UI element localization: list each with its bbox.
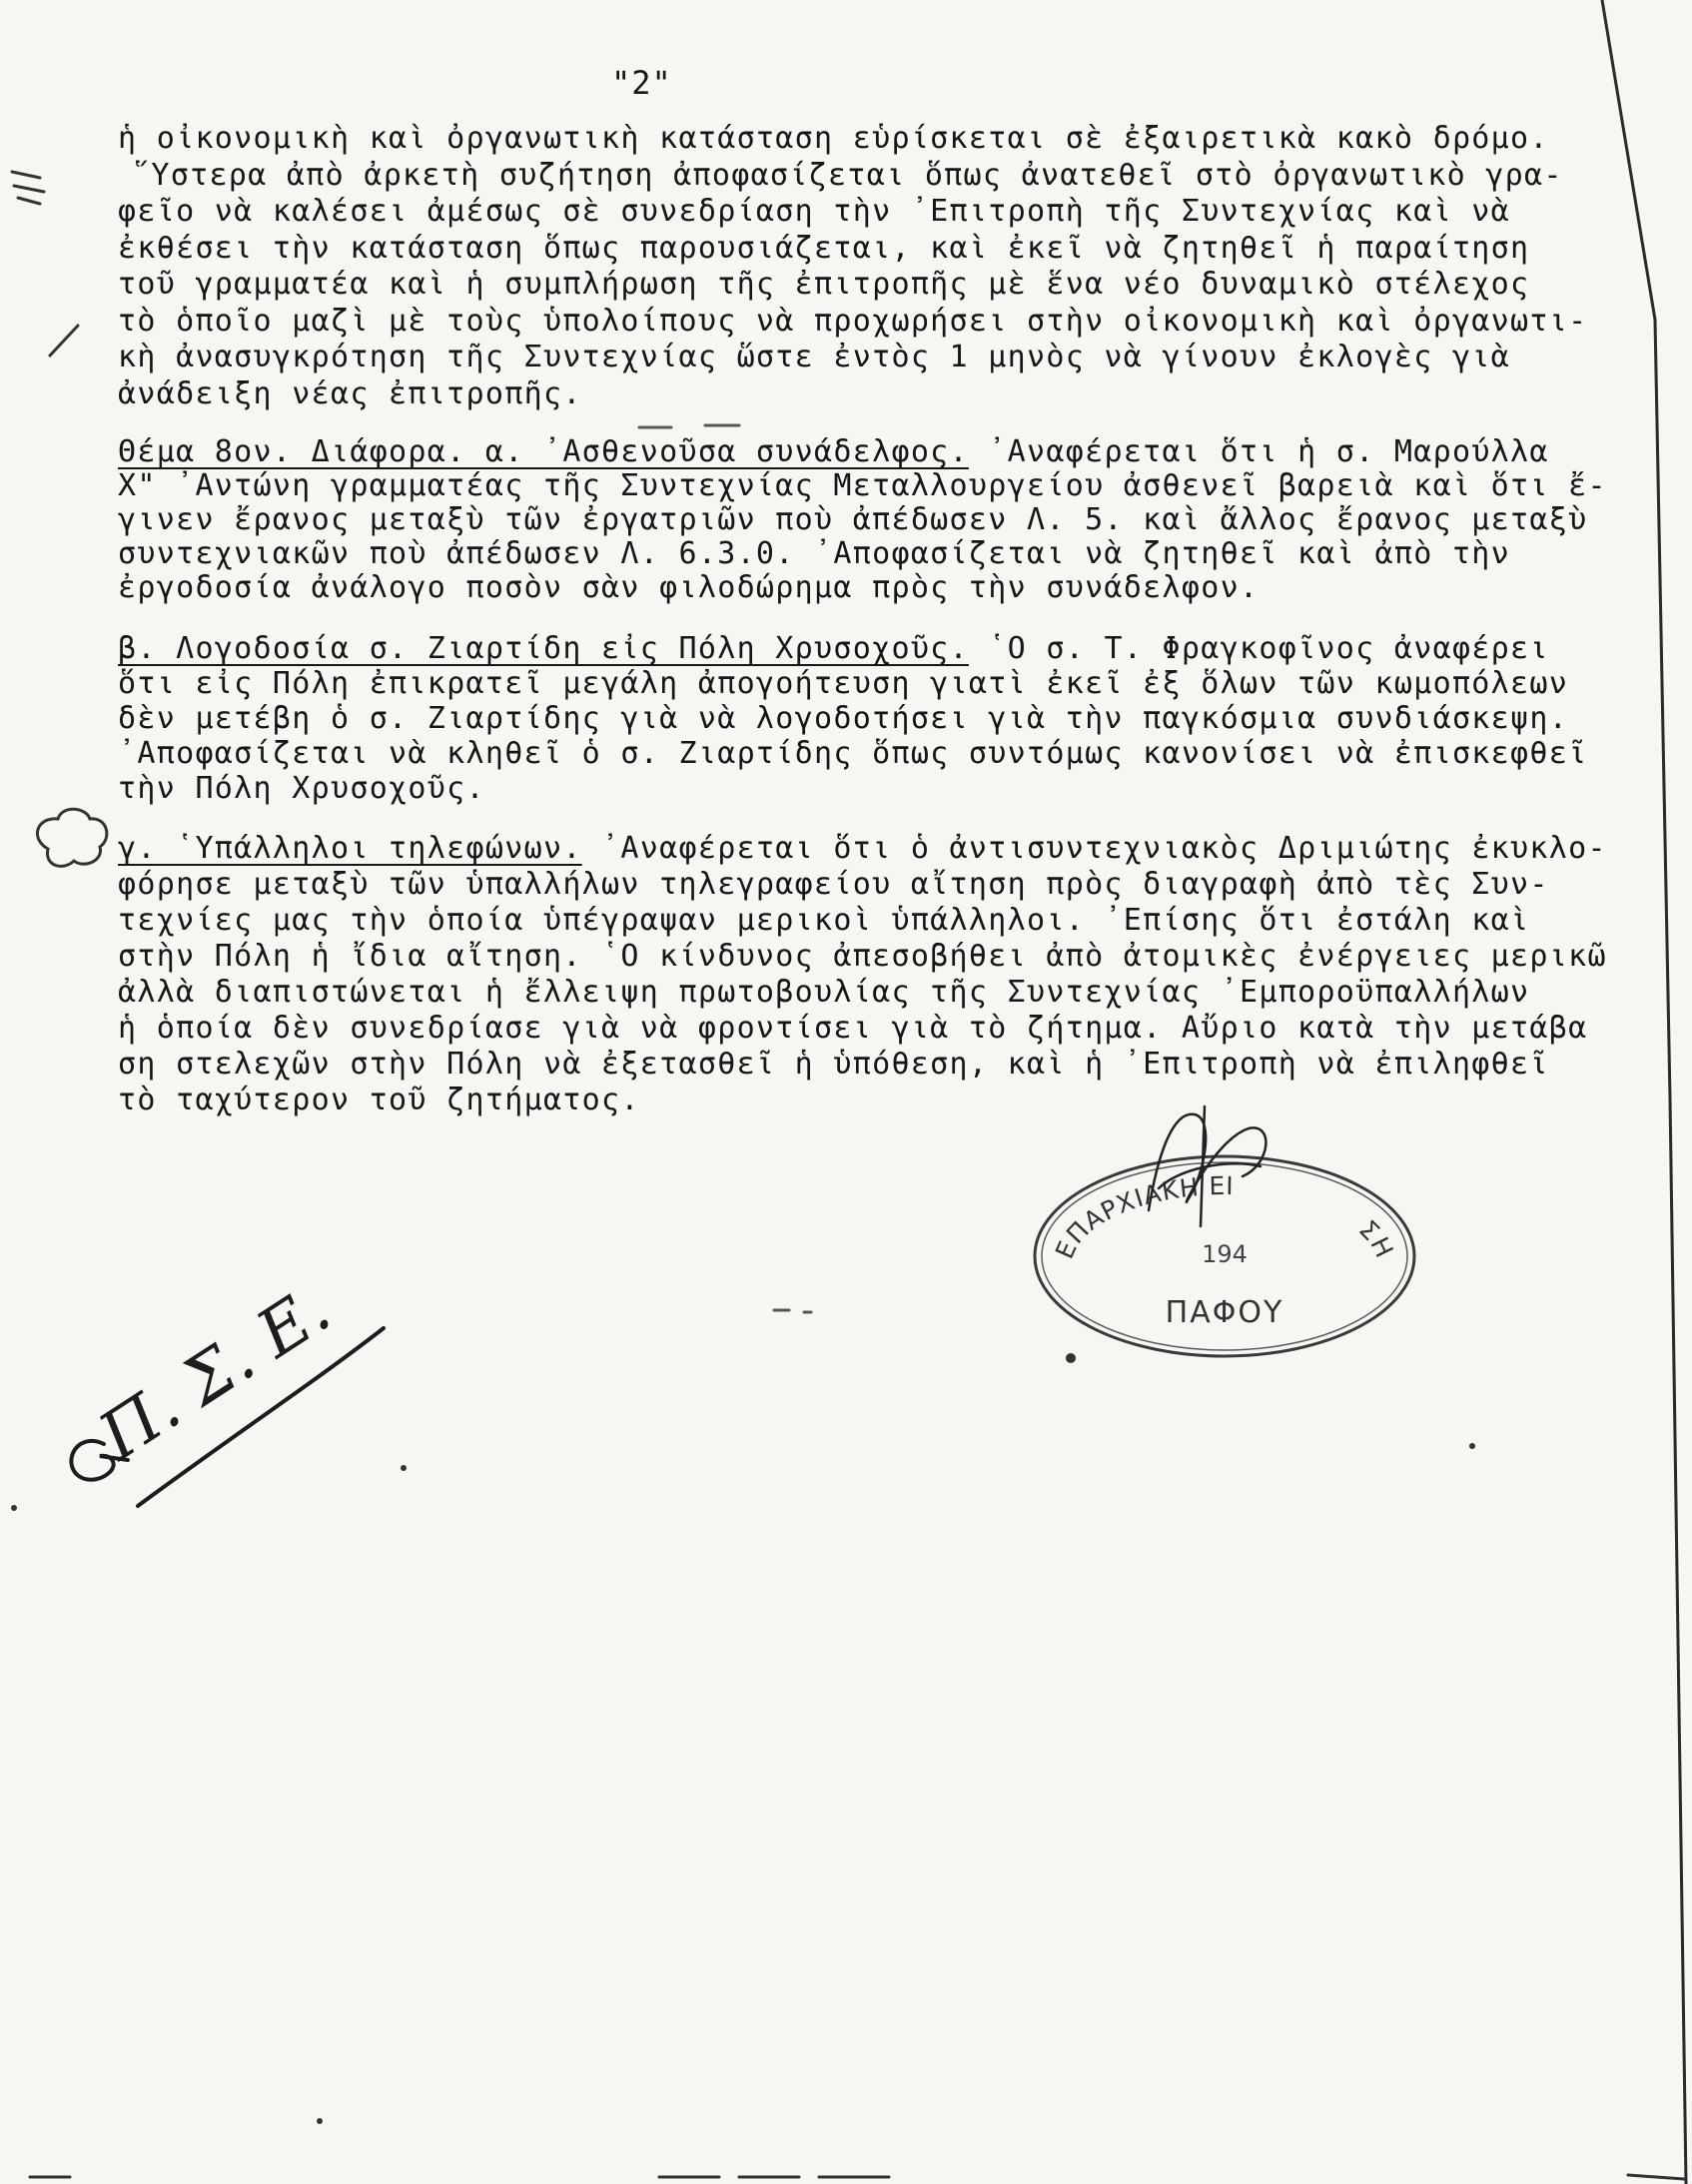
text-line: ση στελεχῶν στὴν Πόλη νὰ ἐξετασθεῖ ἡ ὑπόθεση, καὶ ἡ ᾽Επιτροπὴ νὰ ἐπιληφθεῖ	[118, 1047, 1549, 1082]
stamp-right-text	[1353, 1214, 1399, 1262]
page-number: "2"	[611, 64, 672, 102]
paragraph-item-a	[118, 435, 1607, 605]
text-line: ἀλλὰ διαπιστώνεται ἡ ἔλλειψη πρωτοβουλίας τῆς Συντεχνίας ᾽Εμποροϋπαλλήλων	[118, 975, 1530, 1010]
margin-marks	[12, 172, 107, 866]
text-line: τὴν Πόλη Χρυσοχοῦς.	[118, 771, 485, 806]
text-line: φόρησε μεταξὺ τῶν ὑπαλλήλων τηλεγραφείου αἴτηση πρὸς διαγραφὴ ἀπὸ τὲς Συν-	[118, 867, 1549, 902]
item-a-heading: Θέμα 8ον. Διάφορα. α. ᾽Ασθενοῦσα συνάδελφος.	[118, 434, 969, 469]
text-line: τεχνίες μας τὴν ὁποία ὑπέγραψαν μερικοὶ ὑπάλληλοι. ᾽Επίσης ὅτι ἐστάλη καὶ	[118, 903, 1530, 938]
speck	[11, 1505, 17, 1511]
handwritten-initials: Π. Σ. Ε.	[86, 1270, 344, 1475]
text-line: δὲν μετέβη ὁ σ. Ζιαρτίδης γιὰ νὰ λογοδοτήσει γιὰ τὴν παγκόσμια συνδιάσκεψη.	[118, 701, 1569, 736]
edge-dash	[1628, 2175, 1684, 2179]
item-b-first-line-rest: ῾Ο σ. Τ. Φραγκοφῖνος ἀναφέρει	[968, 631, 1549, 666]
stamp-border-inner	[1042, 1162, 1407, 1350]
text-line: Χ" ᾽Αντώνη γραμματέας τῆς Συντεχνίας Μεταλλουργείου ἀσθενεῖ βαρειὰ καὶ ὅτι ἔ-	[118, 468, 1607, 503]
text-line: ᾽Αποφασίζεται νὰ κληθεῖ ὁ σ. Ζιαρτίδης ὅπως συντόμως κανονίσει νὰ ἐπισκεφθεῖ	[118, 736, 1588, 771]
item-c-first-line-rest: ᾽Αναφέρεται ὅτι ὁ ἀντισυντεχνιακὸς Δριμιώτης ἐκυκλο-	[581, 831, 1607, 866]
speck	[401, 1465, 407, 1471]
text-line: ἡ οἰκονομικὴ καὶ ὀργανωτικὴ κατάσταση εὑρίσκεται σὲ ἐξαιρετικὰ κακὸ δρόμο.	[118, 121, 1549, 156]
text-line-first	[118, 435, 1607, 469]
item-a-first-line-rest: ᾽Αναφέρεται ὅτι ἡ σ. Μαρούλλα	[968, 434, 1549, 469]
text-line: ὅτι εἰς Πόλη ἐπικρατεῖ μεγάλη ἀπογοήτευση γιατὶ ἐκεῖ ἐξ ὅλων τῶν κωμοπόλεων	[118, 666, 1569, 701]
paragraph-intro	[118, 121, 1587, 412]
text-line-first	[118, 831, 1607, 867]
text-line: κὴ ἀνασυγκρότηση τῆς Συντεχνίας ὥστε ἐντὸς 1 μηνὸς νὰ γίνουν ἐκλογὲς γιὰ	[118, 340, 1511, 374]
stamp	[1035, 1106, 1414, 1356]
speck	[317, 2118, 323, 2124]
paragraph-item-b	[118, 631, 1587, 806]
text-line: τὸ ὁποῖο μαζὶ μὲ τοὺς ὑπολοίπους νὰ προχωρήσει στὴν οἰκονομικὴ καὶ ὀργανωτι-	[118, 303, 1588, 339]
speck	[1469, 1443, 1475, 1449]
margin-scribble	[12, 172, 44, 204]
item-b-heading: β. Λογοδοσία σ. Ζιαρτίδη εἰς Πόλη Χρυσοχοῦς.	[118, 631, 969, 666]
text-line: συντεχνιακῶν ποὺ ἀπέδωσεν Λ. 6.3.0. ᾽Αποφασίζεται νὰ ζητηθεῖ καὶ ἀπὸ τὴν	[118, 536, 1511, 571]
text-line: στὴν Πόλη ἡ ἴδια αἴτηση. ῾Ο κίνδυνος ἀπεσοβήθει ἀπὸ ἀτομικὲς ἐνέργειες μερικῶ	[118, 939, 1607, 974]
dash-mark	[639, 425, 739, 427]
margin-slash	[50, 326, 78, 356]
stamp-bottom-text: ΠΑΦΟΥ	[1165, 1295, 1284, 1330]
stamp-border	[1035, 1156, 1414, 1356]
stamp-year: 194	[1202, 1240, 1248, 1268]
stamp-right-textpath: ΣΗ	[1353, 1214, 1399, 1263]
text-line-first	[118, 631, 1587, 666]
bottom-edge-marks	[30, 2175, 1684, 2179]
item-c-heading: γ. ῾Υπάλληλοι τηλεφώνων.	[118, 831, 582, 866]
text-line: φεῖο νὰ καλέσει ἀμέσως σὲ συνεδρίαση τὴν ᾽Επιτροπὴ τῆς Συντεχνίας καὶ νὰ	[118, 194, 1511, 229]
text-line: τὸ ταχύτερον τοῦ ζητήματος.	[118, 1083, 640, 1117]
stamp-top-text	[1050, 1171, 1235, 1263]
text-line: γινεν ἔρανος μεταξὺ τῶν ἐργατριῶν ποὺ ἀπέδωσεν Λ. 5. καὶ ἄλλος ἔρανος μεταξὺ	[118, 502, 1588, 537]
text-line: ἐκθέσει τὴν κατάσταση ὅπως παρουσιάζεται, καὶ ἐκεῖ νὰ ζητηθεῖ ἡ παραίτηση	[118, 230, 1530, 266]
dash-mark	[774, 1310, 811, 1312]
stamp-top-textpath: ΕΠΑΡΧΙΑΚΗ ΕΙ	[1049, 1170, 1235, 1263]
page-edge-line	[1602, 0, 1686, 2184]
text-line: ῞Υστερα ἀπὸ ἀρκετὴ συζήτηση ἀποφασίζεται ὅπως ἀνατεθεῖ στὸ ὀργανωτικὸ γρα-	[132, 157, 1563, 193]
text-line: ἐργοδοσία ἀνάλογο ποσὸν σὰν φιλοδώρημα πρὸς τὴν συνάδελφον.	[118, 570, 1260, 605]
text-line: τοῦ γραμματέα καὶ ἡ συμπλήρωση τῆς ἐπιτροπῆς μὲ ἕνα νέο δυναμικὸ στέλεχος	[118, 267, 1530, 302]
text-line: ἡ ὁποία δὲν συνεδρίασε γιὰ νὰ φροντίσει γιὰ τὸ ζήτημα. Αὔριο κατὰ τὴν μετάβα	[118, 1011, 1588, 1046]
text-line: ἀνάδειξη νέας ἐπιτροπῆς.	[118, 375, 582, 411]
specks	[11, 1353, 1475, 2124]
margin-cloud-loop	[37, 809, 106, 866]
signature-scribble	[1149, 1106, 1266, 1226]
paragraph-item-c	[118, 831, 1607, 1118]
speck	[1066, 1353, 1076, 1363]
